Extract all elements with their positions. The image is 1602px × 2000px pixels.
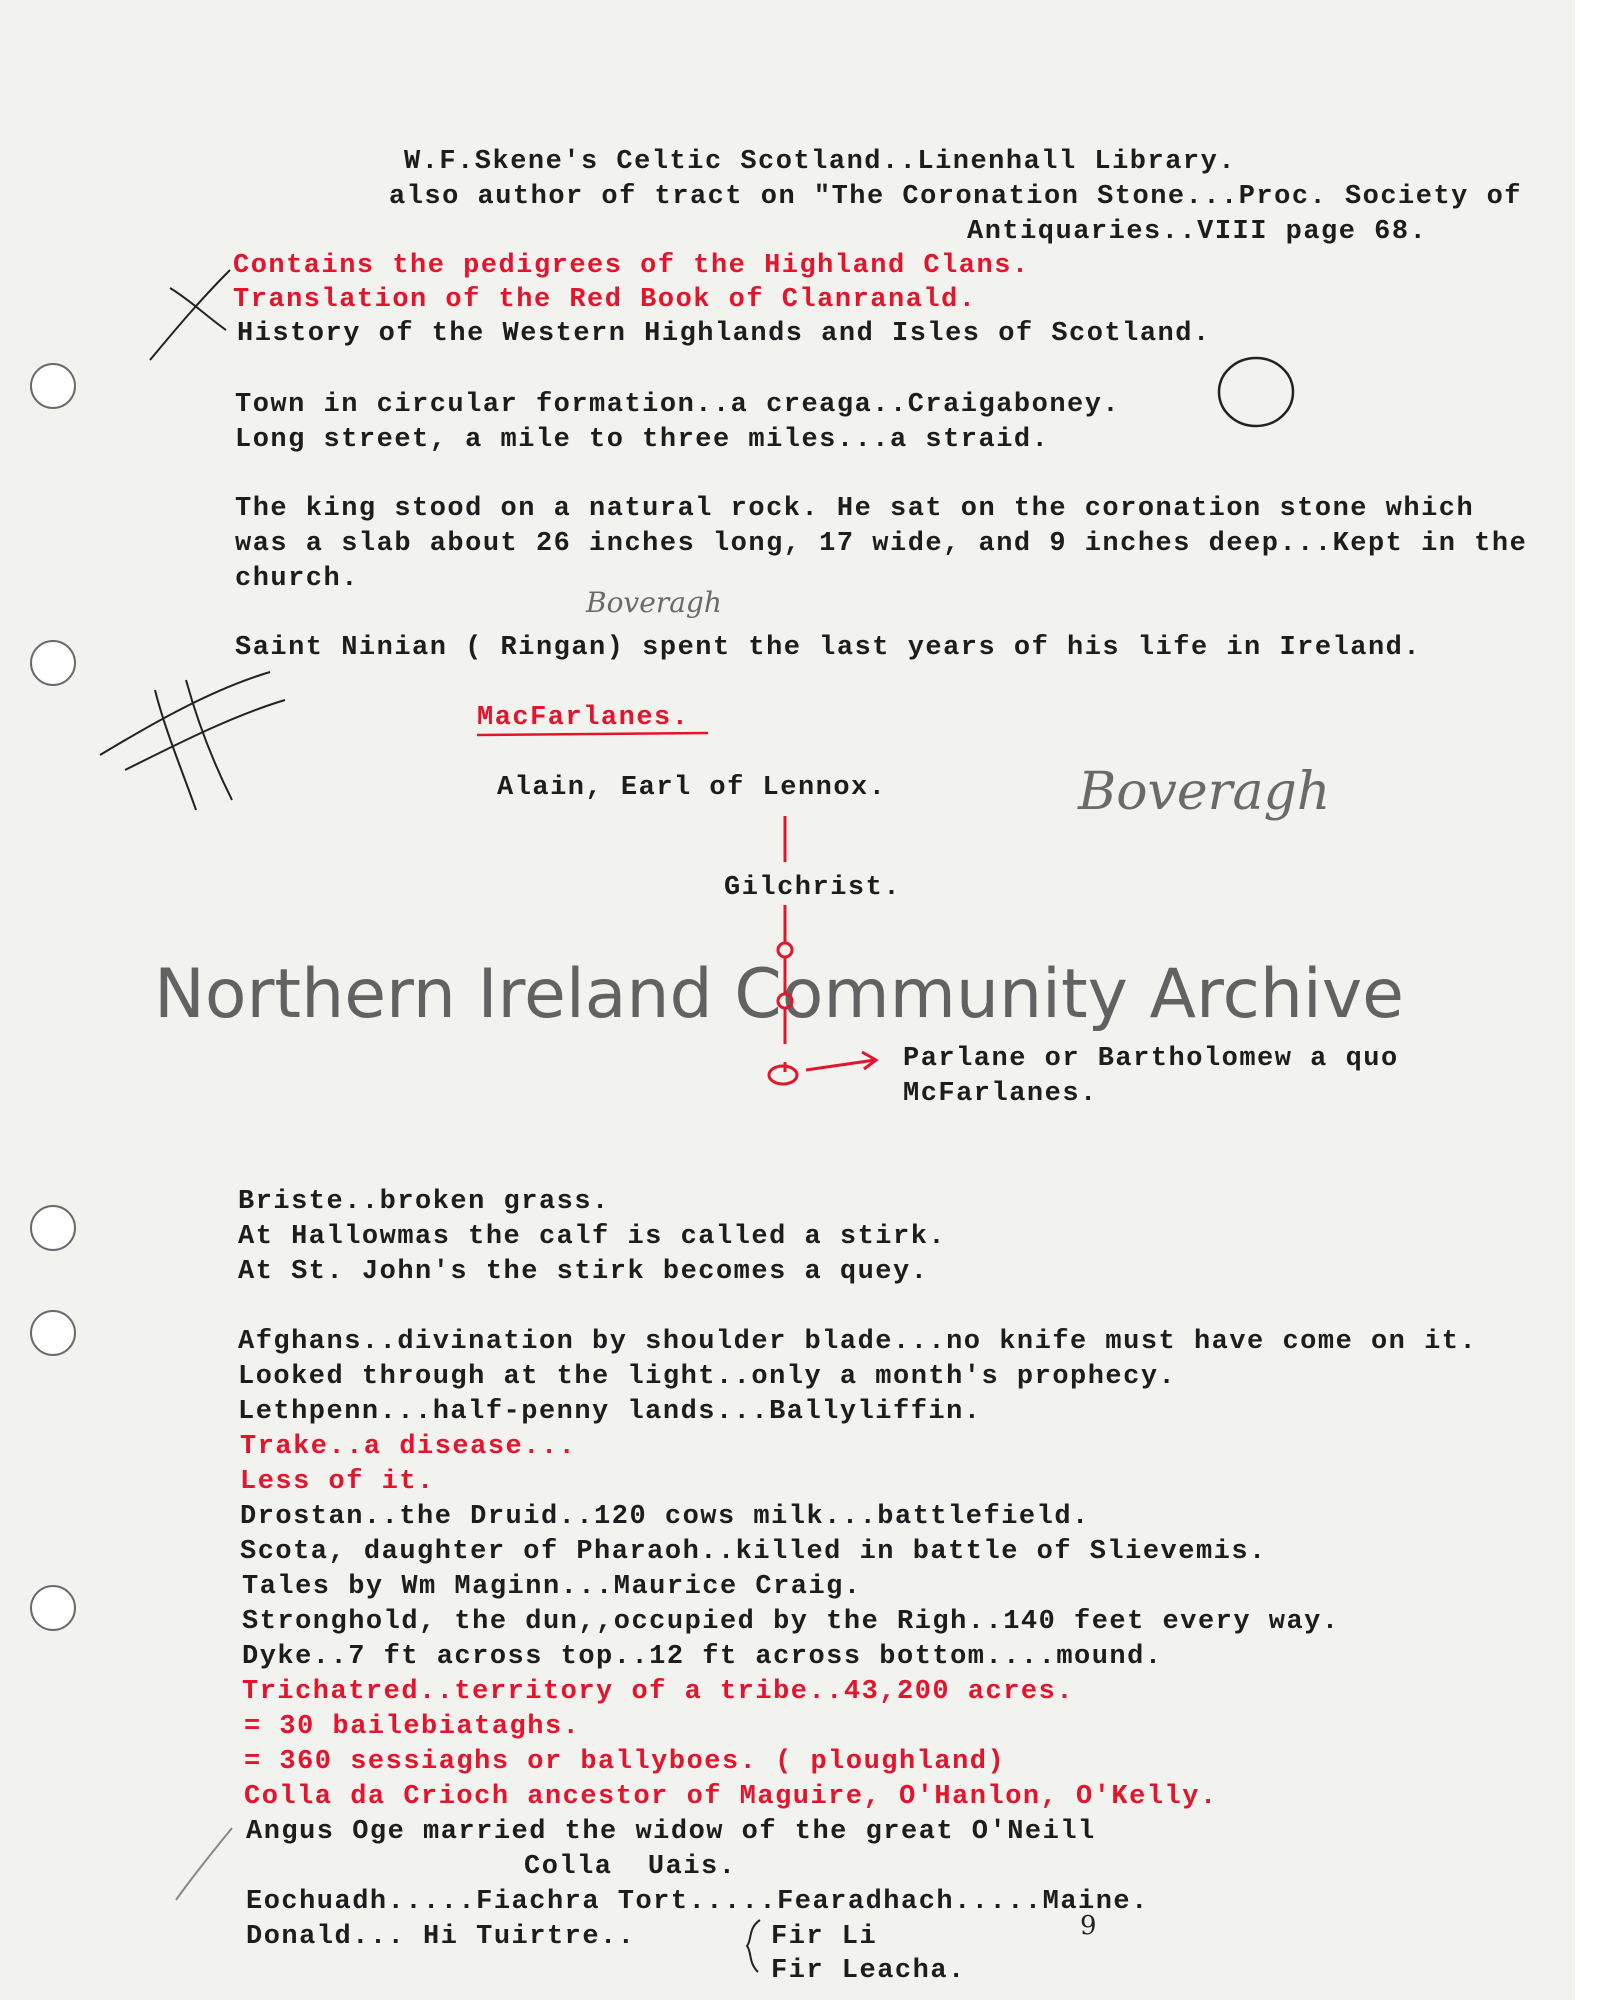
red-book-note: Translation of the Red Book of Clanranald.	[233, 285, 977, 315]
pen-stroke-mark	[176, 1828, 232, 1900]
western-highlands-note: History of the Western Highlands and Isles of Scotland.	[237, 319, 1211, 349]
king-note-3: church.	[235, 564, 359, 594]
parlane-line-1: Parlane or Bartholomew a quo	[903, 1044, 1399, 1074]
note-line: Lethpenn...half-penny lands...Ballyliffin.	[238, 1397, 982, 1427]
handwritten-boveragh-small: Boveragh	[586, 586, 722, 619]
header-line-3: Antiquaries..VIII page 68.	[967, 217, 1428, 247]
note-line: Colla da Crioch ancestor of Maguire, O'Hanlon, O'Kelly.	[244, 1782, 1218, 1812]
note-line: Trichatred..territory of a tribe..43,200 acres.	[242, 1677, 1075, 1707]
macfarlanes-underline	[477, 733, 708, 735]
note-line: Trake..a disease...	[240, 1432, 577, 1462]
header-line-2: also author of tract on "The Coronation Stone...Proc. Society of	[389, 182, 1522, 212]
alain-name: Alain, Earl of Lennox.	[497, 773, 887, 803]
note-line: At St. John's the stirk becomes a quey.	[238, 1257, 929, 1287]
pen-circle-mark	[1219, 358, 1293, 426]
fir-leacha: Fir Leacha.	[771, 1956, 966, 1986]
note-line: Afghans..divination by shoulder blade...no knife must have come on it.	[238, 1327, 1478, 1357]
pedigrees-note: Contains the pedigrees of the Highland Clans.	[233, 251, 1030, 281]
colla-sons: Eochuadh.....Fiachra Tort.....Fearadhach.....Maine.	[246, 1887, 1149, 1917]
note-line: Stronghold, the dun,,occupied by the Righ..140 feet every way.	[242, 1607, 1340, 1637]
king-note-1: The king stood on a natural rock. He sat on the coronation stone which	[235, 494, 1475, 524]
note-line: = 360 sessiaghs or ballyboes. ( ploughland)	[244, 1747, 1006, 1777]
handwritten-nine: 9	[1080, 1911, 1097, 1941]
handwritten-boveragh-large: Boveragh	[1078, 762, 1331, 822]
pedigree-arrow	[806, 1052, 876, 1070]
note-line: At Hallowmas the calf is called a stirk.	[238, 1222, 947, 1252]
king-note-2: was a slab about 26 inches long, 17 wide, and 9 inches deep...Kept in the	[235, 529, 1528, 559]
archive-watermark: Northern Ireland Community Archive	[154, 955, 1404, 1034]
pedigree-node-1	[778, 943, 792, 957]
town-note: Town in circular formation..a creaga..Craigaboney.	[235, 390, 1121, 420]
macfarlanes-heading: MacFarlanes.	[477, 703, 690, 733]
header-line-1: W.F.Skene's Celtic Scotland..Linenhall Library.	[404, 147, 1237, 177]
pedigree-node-3	[769, 1066, 797, 1084]
colla-uais: Colla Uais.	[524, 1852, 737, 1882]
note-line: Scota, daughter of Pharaoh..killed in battle of Slievemis.	[240, 1537, 1267, 1567]
note-line: Tales by Wm Maginn...Maurice Craig.	[242, 1572, 862, 1602]
donald-line: Donald... Hi Tuirtre..	[246, 1922, 636, 1952]
gilchrist-name: Gilchrist.	[724, 873, 902, 903]
pen-brace-mark	[747, 1920, 760, 1972]
long-street-note: Long street, a mile to three miles...a straid.	[235, 425, 1050, 455]
note-line: Angus Oge married the widow of the great O'Neill	[246, 1817, 1096, 1847]
note-line: = 30 bailebiataghs.	[244, 1712, 581, 1742]
note-line: Looked through at the light..only a month's prophecy.	[238, 1362, 1177, 1392]
note-line: Drostan..the Druid..120 cows milk...battlefield.	[240, 1502, 1090, 1532]
note-line: Dyke..7 ft across top..12 ft across bottom....mound.	[242, 1642, 1163, 1672]
pen-hash-mark	[100, 672, 285, 810]
note-line: Less of it.	[240, 1467, 435, 1497]
pen-cross-mark	[150, 270, 230, 360]
note-line: Briste..broken grass.	[238, 1187, 610, 1217]
fir-li: Fir Li	[771, 1922, 878, 1952]
pedigree-node-2	[778, 994, 792, 1008]
ninian-note: Saint Ninian ( Ringan) spent the last years of his life in Ireland.	[235, 633, 1422, 663]
parlane-line-2: McFarlanes.	[903, 1079, 1098, 1109]
